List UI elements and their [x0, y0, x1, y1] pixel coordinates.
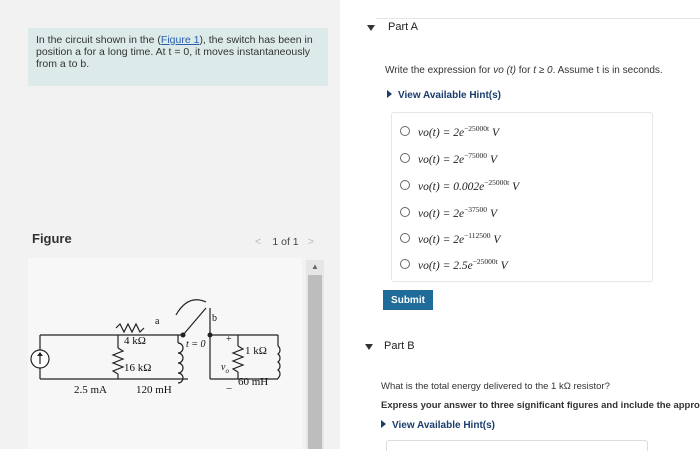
expand-hint-icon — [387, 90, 392, 98]
r3-label: 1 kΩ — [245, 345, 267, 357]
figure-pager — [255, 236, 314, 248]
part-a-hint-link[interactable]: View Available Hint(s) — [387, 90, 501, 101]
part-b-title[interactable]: Part B — [384, 340, 415, 352]
option-3[interactable]: $vo(t) = 0.002e^{-25000t}$ V — [400, 176, 519, 194]
part-b-instruction: Express your answer to three significant figures and include the appro — [381, 400, 700, 411]
problem-text-end: ), the switch has been in position a for a long time. At t = 0, it moves instantaneously from a to b. — [36, 34, 313, 70]
inductor1-label: 120 mH — [136, 384, 172, 396]
vo-minus-label: − — [226, 383, 233, 395]
figure-link[interactable]: Figure 1 — [160, 34, 200, 46]
option-5[interactable]: $vo(t) = 2e^{-112500}$ V — [400, 229, 500, 247]
part-a-title[interactable]: Part A — [388, 21, 418, 33]
next-figure-icon[interactable]: > — [307, 236, 314, 248]
submit-button[interactable]: Submit — [383, 290, 433, 310]
radio-icon[interactable] — [400, 259, 410, 269]
r1-label: 4 kΩ — [124, 335, 146, 347]
switch-b-label: b — [212, 313, 217, 324]
collapse-part-b-icon[interactable] — [365, 344, 373, 350]
collapse-part-a-icon[interactable] — [367, 25, 375, 31]
answer-options — [391, 112, 653, 282]
radio-icon[interactable] — [400, 153, 410, 163]
switch-time-label: t = 0 — [186, 339, 206, 350]
problem-statement — [28, 28, 328, 86]
part-b-question: What is the total energy delivered to the 1 kΩ resistor? — [381, 381, 610, 392]
figure-heading: Figure — [32, 231, 72, 246]
option-2[interactable]: $vo(t) = 2e^{-75000}$ V — [400, 149, 497, 167]
problem-text-start: In the circuit shown in the ( — [36, 34, 161, 46]
inductor2-label: 60 mH — [238, 376, 269, 388]
r2-label: 16 kΩ — [124, 362, 152, 374]
radio-icon[interactable] — [400, 126, 410, 136]
expand-hint-icon — [381, 420, 386, 428]
prev-figure-icon[interactable]: < — [255, 236, 262, 248]
radio-icon[interactable] — [400, 207, 410, 217]
scroll-up-icon[interactable]: ▲ — [311, 262, 319, 271]
figure-count: 1 of 1 — [272, 236, 299, 248]
circuit-diagram — [28, 258, 302, 408]
answer-box-top — [386, 440, 648, 451]
vo-label: $v_o$ — [221, 362, 229, 375]
part-a-question: Write the expression for vo (t) for t ≥ 0. Assume t is in seconds. — [385, 65, 663, 76]
part-b-hint-link[interactable]: View Available Hint(s) — [381, 420, 495, 431]
switch-a-label: a — [155, 316, 160, 327]
option-4[interactable]: $vo(t) = 2e^{-37500}$ V — [400, 203, 497, 221]
source-label: 2.5 mA — [74, 384, 107, 396]
scroll-thumb[interactable] — [308, 275, 322, 449]
radio-icon[interactable] — [400, 180, 410, 190]
option-1[interactable]: $vo(t) = 2e^{-25000t}$ V — [400, 122, 499, 140]
vo-plus-label: + — [226, 334, 232, 345]
divider — [376, 18, 700, 19]
radio-icon[interactable] — [400, 233, 410, 243]
left-panel — [0, 0, 340, 449]
option-6[interactable]: $vo(t) = 2.5e^{-25000t}$ V — [400, 255, 508, 273]
figure-scrollbar[interactable] — [306, 260, 324, 449]
right-panel — [340, 0, 700, 449]
